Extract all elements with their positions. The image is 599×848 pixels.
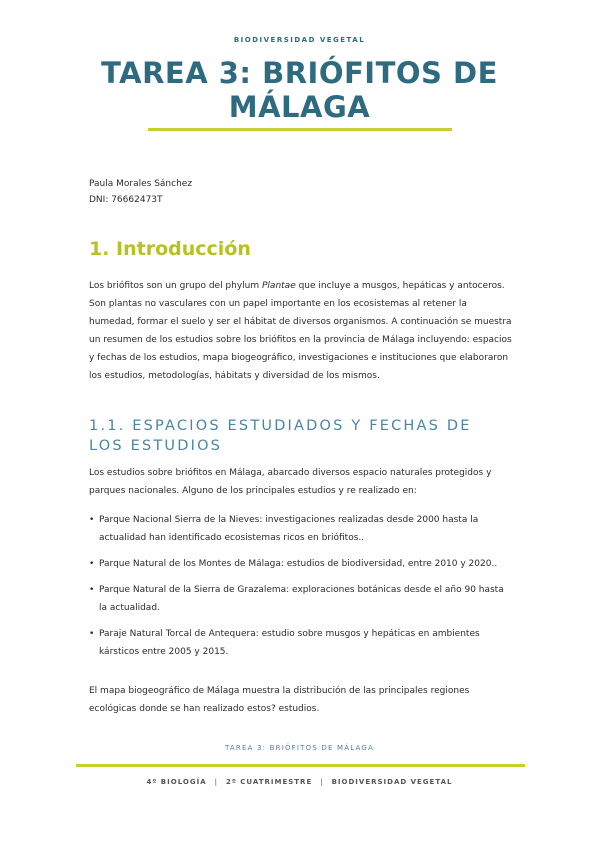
footer-separator: | (214, 778, 218, 786)
study-sites-list (89, 511, 513, 669)
list-item: • Parque Natural de la Sierra de Grazalema: exploraciones botánicas desde el año 90 hasta la actualidad. (89, 585, 504, 613)
intro-text-end: que incluye a musgos, hepáticas y antoceros. Son plantas no vasculares con un papel importante en los ecosistemas al retener la humedad, formar el suelo y ser el hábitat de diversos organismos. A continuación se muestra un resumen de los estudios sobre los briófitos en la provincia de Málaga incluyendo: espacios y fechas de los estudios, mapa biogeográfico, investigaciones e instituciones que elaboraron los estudios, metodologías, hábitats y diversidad de los mismos. (89, 281, 512, 381)
list-item: • Parque Natural de los Montes de Málaga: estudios de biodiversidad, entre 2010 y 2020.. (89, 559, 498, 569)
footer-divider (76, 764, 525, 767)
list-item: • Parque Nacional Sierra de la Nieves: investigaciones realizadas desde 2000 hasta la actualidad han identificado ecosistemas ricos en briófitos.. (89, 515, 479, 543)
intro-text-start: Los briófitos son un grupo del phylum (89, 281, 262, 291)
footer-term: 2º CUATRIMESTRE (225, 778, 313, 786)
author-name: Paula Morales Sánchez (89, 179, 193, 189)
footer-separator: | (320, 778, 324, 786)
title-line-2: MÁLAGA (228, 90, 371, 124)
document-title (60, 56, 539, 124)
title-line-1: TAREA 3: BRIÓFITOS DE (101, 56, 498, 90)
list-item-text: Parque Nacional Sierra de la Nieves: investigaciones realizadas desde 2000 hasta la actualidad han identificado ecosistemas ricos en briófitos.. (99, 515, 479, 543)
footer-course: 4º BIOLOGÍA (146, 778, 207, 786)
list-item-text: Paraje Natural Torcal de Antequera: estudio sobre musgos y hepáticas en ambientes kársticos entre 2005 y 2015. (99, 629, 480, 657)
subsection-heading-espacios: 1.1. ESPACIOS ESTUDIADOS Y FECHAS DE LOS ESTUDIOS (89, 418, 472, 454)
running-footer-title: TAREA 3: BRIÓFITOS DE MÁLAGA (224, 744, 375, 752)
footer-subject: BIODIVERSIDAD VEGETAL (331, 778, 453, 786)
subsection-intro-paragraph: Los estudios sobre briófitos en Málaga, abarcado diversos espacio naturales protegidos y parques nacionales. Alguno de los principales estudios y re realizado en: (89, 468, 492, 496)
title-underline (148, 128, 452, 131)
intro-paragraph (89, 277, 513, 385)
closing-paragraph: El mapa biogeográfico de Málaga muestra la distribución de las principales regiones ecológicas donde se han realizado estos? estudios. (89, 686, 470, 714)
author-block (89, 176, 192, 208)
intro-text-italic: Plantae (262, 281, 296, 291)
list-item: • Paraje Natural Torcal de Antequera: estudio sobre musgos y hepáticas en ambientes kársticos entre 2005 y 2015. (89, 629, 480, 657)
footer-meta (0, 778, 599, 786)
author-dni: DNI: 76662473T (89, 195, 163, 205)
section-heading-introduction: 1. Introducción (89, 238, 251, 260)
running-header: BIODIVERSIDAD VEGETAL (233, 36, 366, 44)
list-item-text: Parque Natural de los Montes de Málaga: estudios de biodiversidad, entre 2010 y 2020.. (99, 559, 498, 569)
list-item-text: Parque Natural de la Sierra de Grazalema: exploraciones botánicas desde el año 90 hasta la actualidad. (99, 585, 504, 613)
